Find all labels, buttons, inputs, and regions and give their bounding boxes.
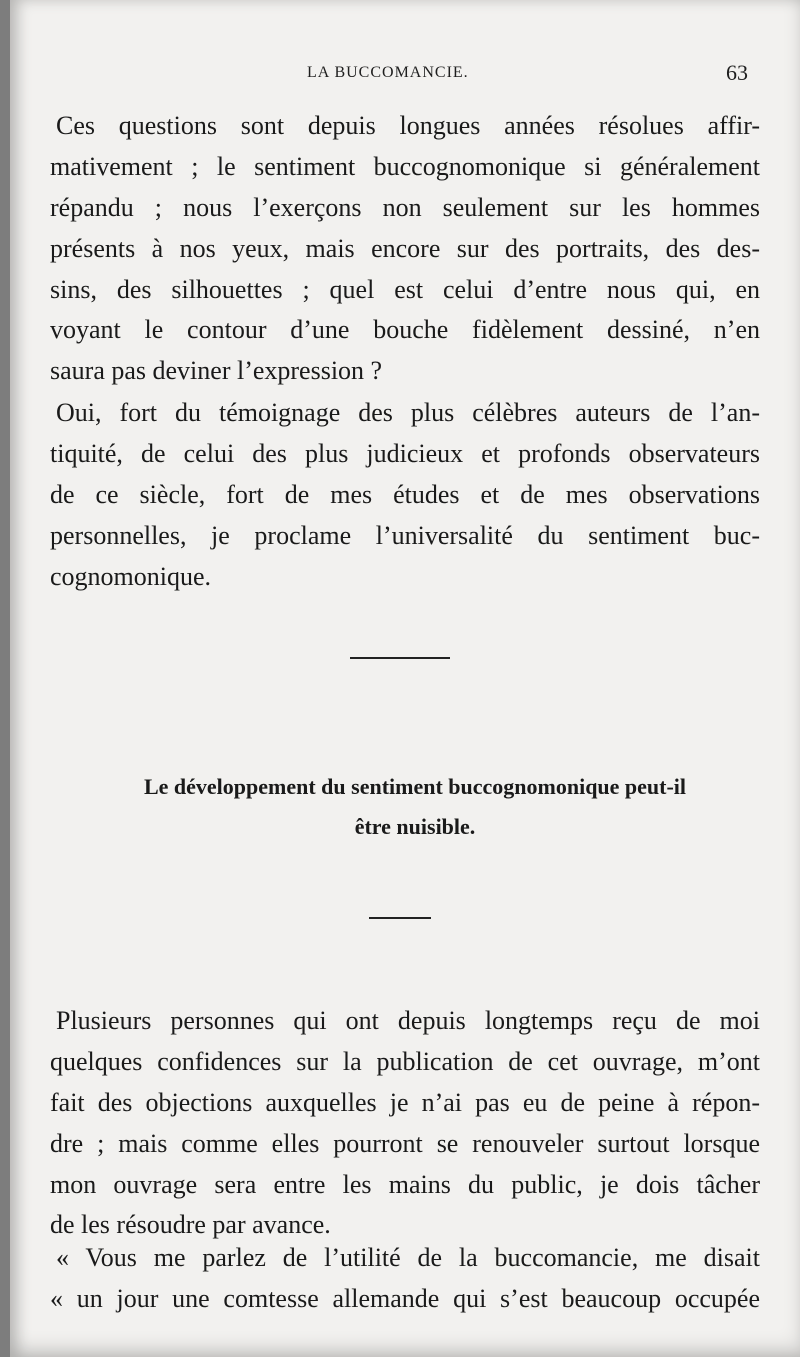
text-line: voyant le contour d’une bouche fidèlement dessiné, n’en <box>50 315 760 345</box>
text-line: sins, des silhouettes ; quel est celui d’entre nous qui, en <box>50 274 760 304</box>
text-line: mativement ; le sentiment buccognomonique si généralement <box>50 151 760 181</box>
text-line: Oui, fort du témoignage des plus célèbres auteurs de l’an- <box>56 398 760 427</box>
section-heading <box>70 767 760 847</box>
text-line: mon ouvrage sera entre les mains du public, je dois tâcher <box>50 1169 760 1199</box>
text-line: dre ; mais comme elles pourront se renouveler surtout lorsque <box>50 1128 760 1158</box>
text-line: Plusieurs personnes qui ont depuis longtemps reçu de moi <box>56 1006 760 1035</box>
text-line: personnelles, je proclame l’universalité du sentiment buc- <box>50 520 760 550</box>
text-line: cognomonique. <box>50 561 212 591</box>
text-line: tiquité, de celui des plus judicieux et profonds observateurs <box>50 438 760 468</box>
text-line: fait des objections auxquelles je n’ai pas eu de peine à répon- <box>50 1087 760 1117</box>
paragraph-1 <box>50 106 760 392</box>
text-line: répandu ; nous l’exerçons non seulement sur les hommes <box>50 192 760 222</box>
divider-rule-top <box>350 657 450 659</box>
text-line: saura pas deviner l’expression ? <box>50 356 383 386</box>
divider-rule-bottom <box>369 917 431 919</box>
text-line: quelques confidences sur la publication de cet ouvrage, m’ont <box>50 1046 760 1076</box>
section-heading-line-1: Le développement du sentiment buccognomonique peut-il <box>143 774 687 799</box>
text-line: de ce siècle, fort de mes études et de mes observations <box>50 479 760 509</box>
text-line: « Vous me parlez de l’utilité de la buccomancie, me disait <box>56 1243 760 1272</box>
section-heading-line-2: être nuisible. <box>354 814 476 839</box>
page-number: 63 <box>726 60 748 85</box>
running-head <box>10 60 800 88</box>
text-line: « un jour une comtesse allemande qui s’est beaucoup occupée <box>50 1283 760 1313</box>
running-title: LA BUCCOMANCIE. <box>307 64 469 81</box>
paragraph-3 <box>50 1001 760 1246</box>
text-line: Ces questions sont depuis longues années résolues affir- <box>56 111 760 140</box>
paragraph-4 <box>50 1238 760 1320</box>
text-line: de les résoudre par avance. <box>50 1210 331 1240</box>
text-line: présents à nos yeux, mais encore sur des portraits, des des- <box>50 233 760 263</box>
book-page <box>10 0 800 1357</box>
paragraph-2 <box>50 393 760 597</box>
